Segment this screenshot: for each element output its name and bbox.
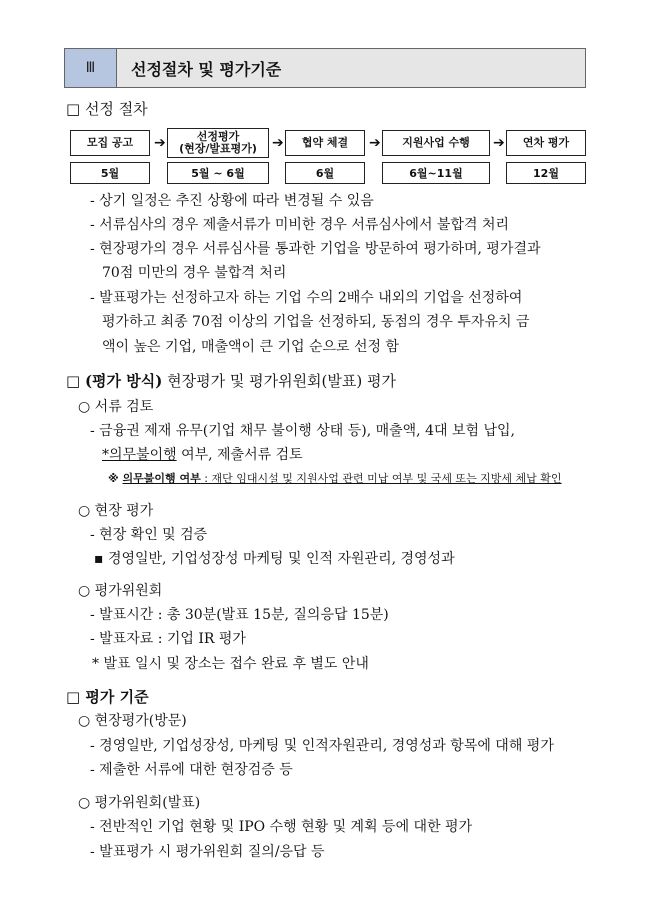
- doc-review-line: - 금융권 제재 유무(기업 채무 불이행 상태 등), 매출액, 4대 보험 납입,: [90, 423, 515, 439]
- arrow-icon: ➔: [369, 135, 381, 151]
- criteria-site-line: - 경영일반, 기업성장성, 마케팅 및 인적자원관리, 경영성과 항목에 대해 평가: [90, 738, 554, 754]
- flow-date-5: 12월: [506, 162, 586, 184]
- committee-line: * 발표 일시 및 장소는 접수 완료 후 별도 안내: [92, 656, 369, 672]
- procedure-note: - 발표평가는 선정하고자 하는 기업 수의 2배수 내외의 기업을 선정하여: [90, 290, 523, 306]
- method-heading: □ (평가 방식) 현장평가 및 평가위원회(발표) 평가: [66, 372, 396, 390]
- site-eval-line: ▪ 경영일반, 기업성장성 마케팅 및 인적 자원관리, 경영성과: [94, 551, 455, 567]
- doc-review-title: ○ 서류 검토: [78, 399, 154, 415]
- criteria-site-title: ○ 현장평가(방문): [78, 713, 187, 729]
- criteria-site-line: - 제출한 서류에 대한 현장검증 등: [90, 762, 293, 778]
- site-eval-line: - 현장 확인 및 검증: [90, 527, 208, 543]
- flow-date-3: 6월: [285, 162, 365, 184]
- criteria-committee-title: ○ 평가위원회(발표): [78, 795, 201, 811]
- arrow-icon: ➔: [493, 135, 505, 151]
- doc-review-line: *의무불이행 여부, 제출서류 검토: [102, 447, 303, 463]
- criteria-heading: □ 평가 기준: [66, 688, 149, 706]
- committee-title: ○ 평가위원회: [78, 583, 163, 599]
- flow-date-4: 6월~11월: [382, 162, 490, 184]
- flow-step-5: 연차 평가: [506, 130, 586, 156]
- criteria-committee-line: - 발표평가 시 평가위원회 질의/응답 등: [90, 844, 325, 860]
- arrow-icon: ➔: [272, 135, 284, 151]
- section-number: Ⅲ: [65, 49, 117, 87]
- flow-step-2: 선정평가 (현장/발표평가): [167, 128, 269, 158]
- procedure-note: 액이 높은 기업, 매출액이 큰 기업 순으로 선정 함: [102, 339, 400, 355]
- flow-date-2: 5월 ~ 6월: [167, 162, 269, 184]
- flow-step-4: 지원사업 수행: [382, 130, 490, 156]
- obligation-note: ※ 의무불이행 여부 : 재단 임대시설 및 지원사업 관련 미납 여부 및 국세 또는 지방세 체납 확인: [108, 472, 562, 485]
- flow-step-3: 협약 체결: [285, 130, 365, 156]
- section-header: [64, 48, 586, 88]
- procedure-note: - 서류심사의 경우 제출서류가 미비한 경우 서류심사에서 불합격 처리: [90, 217, 510, 233]
- flow-step-1: 모집 공고: [70, 130, 150, 156]
- arrow-icon: ➔: [154, 135, 166, 151]
- criteria-committee-line: - 전반적인 기업 현황 및 IPO 수행 현황 및 계획 등에 대한 평가: [90, 819, 473, 835]
- flow-date-1: 5월: [70, 162, 150, 184]
- section-title: 선정절차 및 평가기준: [117, 49, 585, 87]
- site-eval-title: ○ 현장 평가: [78, 503, 154, 519]
- procedure-note: - 상기 일정은 추진 상황에 따라 변경될 수 있음: [90, 193, 374, 209]
- procedure-note: 70점 미만의 경우 불합격 처리: [102, 265, 287, 281]
- committee-line: - 발표자료 : 기업 IR 평가: [90, 631, 246, 647]
- procedure-heading: □ 선정 절차: [66, 100, 148, 118]
- procedure-note: 평가하고 최종 70점 이상의 기업을 선정하되, 동점의 경우 투자유치 금: [102, 314, 530, 330]
- procedure-note: - 현장평가의 경우 서류심사를 통과한 기업을 방문하여 평가하며, 평가결과: [90, 241, 541, 257]
- committee-line: - 발표시간 : 총 30분(발표 15분, 질의응답 15분): [90, 607, 389, 623]
